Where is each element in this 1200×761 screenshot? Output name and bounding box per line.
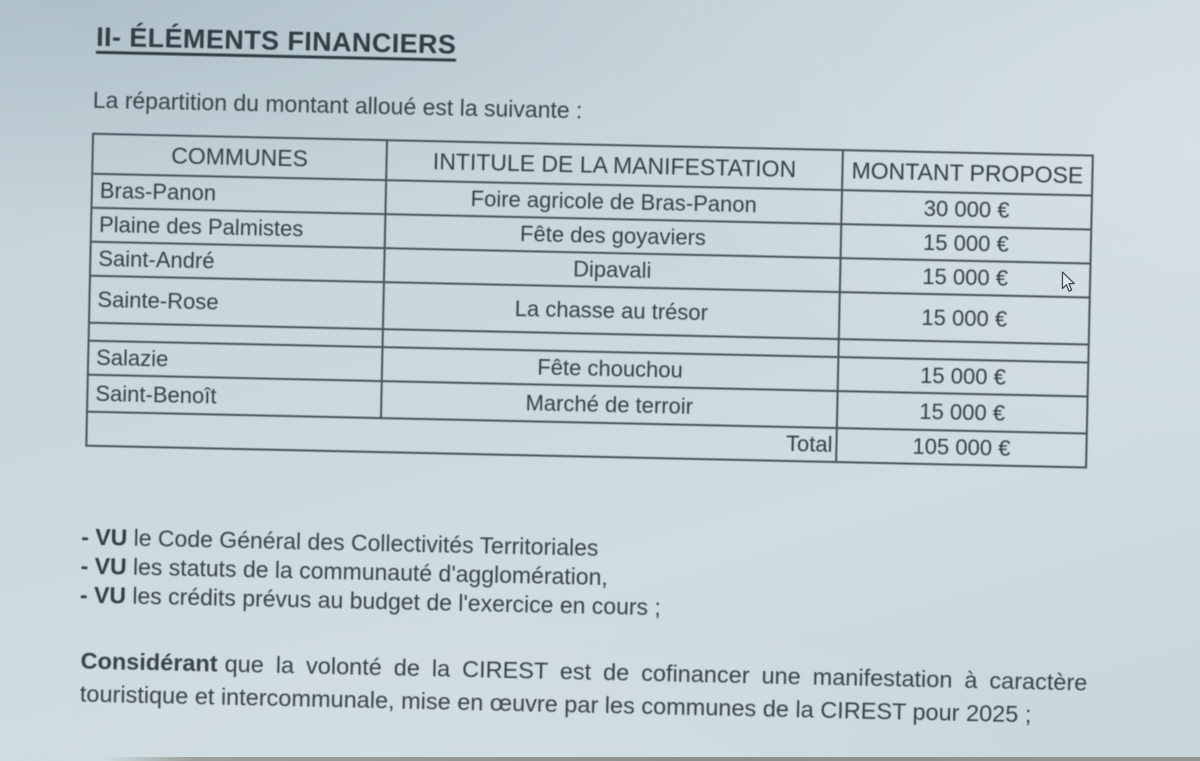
manifestation-cell: La chasse au trésor (383, 282, 840, 339)
considerant-text: que la volonté de la CIREST est de cofinancer une manifestation à caractère touristique et intercommunale, mise en œuvre par les communes de la CIREST pour 2025 ; (79, 650, 1088, 728)
vu-text: les crédits prévus au budget de l'exercice en cours ; (125, 582, 662, 621)
vu-prefix: - VU (80, 552, 127, 580)
vu-text: les statuts de la communauté d'agglomération, (126, 553, 609, 591)
commune-cell: Bras-Panon (91, 174, 386, 214)
header-cell-communes: COMMUNES (92, 134, 387, 180)
commune-cell: Saint-Benoît (87, 375, 382, 418)
manifestation-cell: Fête des goyaviers (385, 214, 842, 258)
considerant-paragraph (80, 645, 1088, 733)
header-cell-montant: MONTANT PROPOSE (842, 150, 1093, 195)
montant-cell: 15 000 € (841, 224, 1092, 263)
vu-prefix: - VU (81, 523, 128, 551)
total-label: Total (86, 412, 837, 462)
manifestation-cell: Dipavali (384, 248, 841, 292)
commune-cell: Saint-André (90, 242, 385, 282)
montant-cell: 15 000 € (840, 258, 1091, 297)
vu-prefix: - VU (79, 581, 127, 609)
manifestation-cell: Fête chouchou (382, 347, 839, 391)
photo-bottom-edge (105, 757, 1200, 761)
allocation-table (85, 133, 1094, 469)
commune-cell: Salazie (88, 341, 383, 381)
commune-cell: Sainte-Rose (89, 276, 384, 329)
total-amount: 105 000 € (836, 428, 1087, 467)
mouse-cursor-icon (1061, 271, 1076, 293)
commune-cell: Plaine des Palmistes (91, 208, 386, 248)
montant-cell: 15 000 € (839, 292, 1090, 344)
page-title: II- ÉLÉMENTS FINANCIERS (95, 21, 457, 60)
montant-cell: 30 000 € (841, 190, 1092, 229)
header-cell-intitule: INTITULE DE LA MANIFESTATION (386, 140, 843, 190)
montant-cell: 15 000 € (838, 357, 1089, 396)
intro-text: La répartition du montant alloué est la suivante : (92, 86, 583, 124)
vu-text: le Code Général des Collectivités Territoriales (127, 524, 599, 561)
manifestation-cell: Marché de terroir (381, 381, 838, 428)
vu-list (80, 523, 1189, 634)
manifestation-cell: Foire agricole de Bras-Panon (385, 180, 842, 224)
montant-cell: 15 000 € (837, 391, 1088, 433)
considerant-prefix: Considérant (80, 647, 218, 677)
